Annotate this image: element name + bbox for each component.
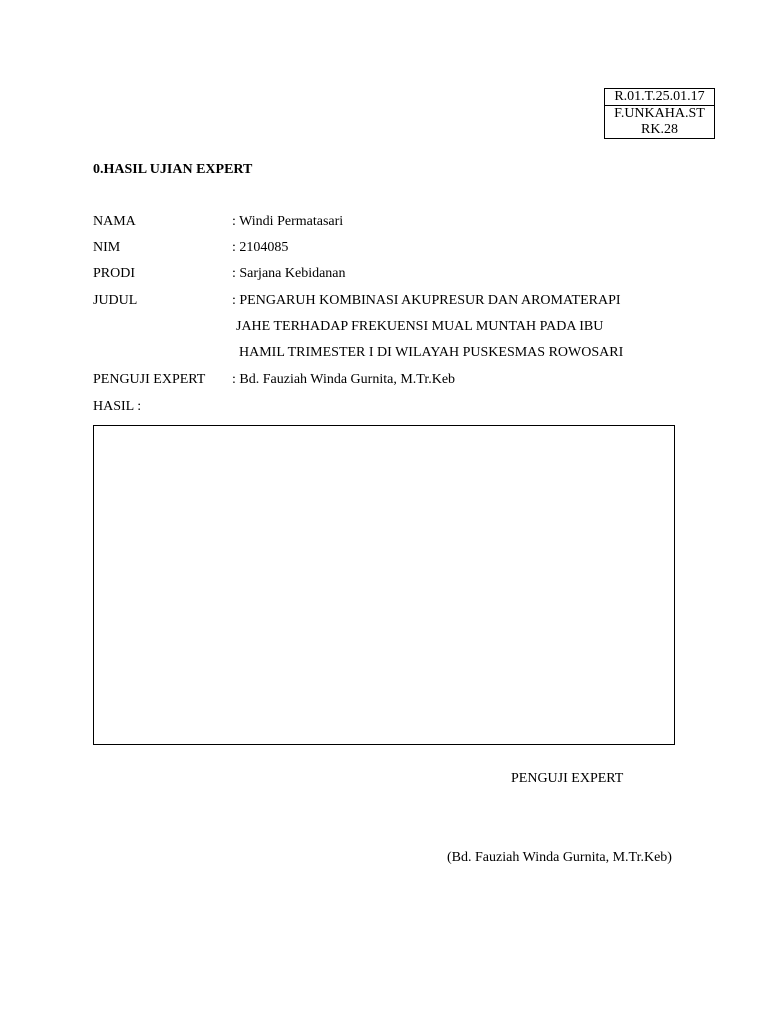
hasil-result-box — [93, 425, 675, 745]
judul-line-3: HAMIL TRIMESTER I DI WILAYAH PUSKESMAS ROWOSARI — [239, 345, 624, 360]
nama-value: : Windi Permatasari — [232, 214, 344, 229]
judul-line-1: : PENGARUH KOMBINASI AKUPRESUR DAN AROMATERAPI — [232, 293, 621, 308]
nim-label: NIM — [93, 240, 121, 255]
signature-title: PENGUJI EXPERT — [511, 771, 624, 786]
nama-label: NAMA — [93, 214, 136, 229]
prodi-label: PRODI — [93, 266, 136, 281]
document-code-line-2: F.UNKAHA.ST — [614, 106, 705, 121]
document-code-line-3: RK.28 — [641, 122, 678, 137]
document-code-line-1: R.01.T.25.01.17 — [605, 89, 714, 106]
judul-label: JUDUL — [93, 293, 138, 308]
document-title: 0.HASIL UJIAN EXPERT — [93, 162, 253, 177]
judul-line-2: JAHE TERHADAP FREKUENSI MUAL MUNTAH PADA IBU — [236, 319, 604, 334]
nim-value: : 2104085 — [232, 240, 289, 255]
document-code-box — [604, 88, 715, 139]
penguji-label: PENGUJI EXPERT — [93, 372, 206, 387]
prodi-value: : Sarjana Kebidanan — [232, 266, 346, 281]
penguji-value: : Bd. Fauziah Winda Gurnita, M.Tr.Keb — [232, 372, 456, 387]
signature-name: (Bd. Fauziah Winda Gurnita, M.Tr.Keb) — [447, 850, 672, 865]
hasil-label: HASIL : — [93, 399, 142, 414]
